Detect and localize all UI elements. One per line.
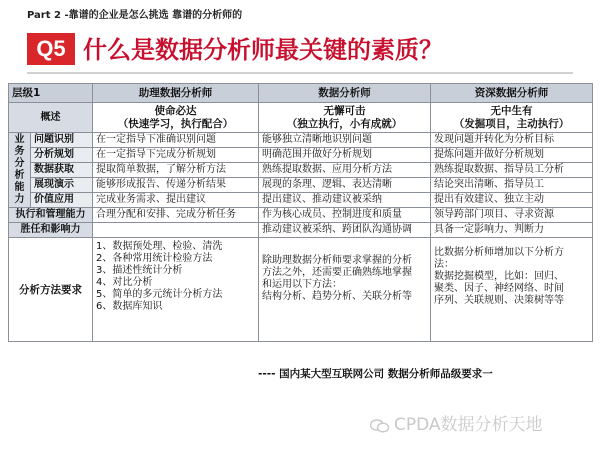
- row-label-problem-identification: 问题识别: [31, 133, 93, 148]
- table-row: [9, 193, 593, 208]
- table-cell: 在一定指导下准确识别问题: [93, 133, 259, 148]
- source-note: ---- 国内某大型互联网公司 数据分析师品级要求一: [258, 368, 493, 380]
- table-row-methods: [9, 238, 593, 342]
- table-cell: 提炼问题并做好分析规划: [431, 148, 593, 163]
- title-divider: [27, 72, 573, 74]
- table-cell: 在一定指导下完成分析规划: [93, 148, 259, 163]
- overview-analyst: 无懈可击 （独立执行，小有成就）: [259, 103, 431, 133]
- methods-senior: 比数据分析师增加以下分析方 法： 数据挖掘模型，比如：回归、 聚类、因子、神经网络、时间 序列、关联规则、决策树等等: [431, 238, 593, 342]
- table-cell: 具备一定影响力、判断力: [431, 223, 593, 238]
- table-cell: 熟练提取数据、指导员工分析: [431, 163, 593, 178]
- header-senior-analyst: 资深数据分析师: [431, 84, 593, 103]
- table-row: [9, 163, 593, 178]
- table-cell: 推动建议被采纳、跨团队沟通协调: [259, 223, 431, 238]
- table-row-execution: [9, 208, 593, 223]
- table-cell: [93, 223, 259, 238]
- slide-title-bar: [27, 29, 573, 69]
- table-row: [9, 133, 593, 148]
- header-assistant-analyst: 助理数据分析师: [93, 84, 259, 103]
- table-cell: 能够独立清晰地识别问题: [259, 133, 431, 148]
- methods-analyst: 除助理数据分析师要求掌握的分析 方法之外，还需要正确熟练地掌握 和运用以下方法： 结构分析、趋势分析、关联分析等: [259, 238, 431, 342]
- table-cell: 结论突出清晰、指导员工: [431, 178, 593, 193]
- table-cell: 提出建议、推动建议被采纳: [259, 193, 431, 208]
- table-cell: 明确范围并做好分析规划: [259, 148, 431, 163]
- analyst-level-table: [8, 83, 593, 342]
- table-row-influence: [9, 223, 593, 238]
- methods-assistant: 1、数据预处理、检验、清洗 2、各种常用统计检验方法 3、描述性统计分析 4、对比分析 5、简单的多元统计分析方法 6、数据库知识: [93, 238, 259, 342]
- row-label-overview: 概述: [9, 103, 93, 133]
- header-level: 层级1: [9, 84, 93, 103]
- table-cell: 合理分配和安排、完成分析任务: [93, 208, 259, 223]
- table-cell: 完成业务需求、提出建议: [93, 193, 259, 208]
- table-row-overview: [9, 103, 593, 133]
- table-cell: 展现的条理、逻辑、表达清晰: [259, 178, 431, 193]
- overview-assistant: 使命必达 （快速学习，执行配合）: [93, 103, 259, 133]
- category-business-ability: 业务 分析 能力: [9, 133, 31, 208]
- overview-senior: 无中生有 （发掘项目，主动执行）: [431, 103, 593, 133]
- row-label-data-acquisition: 数据获取: [31, 163, 93, 178]
- table-cell: 作为核心成员、控制进度和质量: [259, 208, 431, 223]
- part-caption: Part 2 -靠谱的企业是怎么挑选 靠谱的分析师的: [27, 10, 243, 21]
- question-badge: Q5: [27, 33, 75, 65]
- watermark: [370, 410, 543, 435]
- wechat-icon: [370, 418, 390, 432]
- row-label-analysis-planning: 分析规划: [31, 148, 93, 163]
- table-row: [9, 178, 593, 193]
- table-cell: 领导跨部门项目、寻求资源: [431, 208, 593, 223]
- header-analyst: 数据分析师: [259, 84, 431, 103]
- table-cell: 提出有效建议、独立主动: [431, 193, 593, 208]
- table-cell: 提取简单数据，了解分析方法: [93, 163, 259, 178]
- row-label-influence: 胜任和影响力: [9, 223, 93, 238]
- row-label-presentation: 展现演示: [31, 178, 93, 193]
- table-row: [9, 148, 593, 163]
- table-cell: 熟练提取数据、应用分析方法: [259, 163, 431, 178]
- table-cell: 发现问题并转化为分析目标: [431, 133, 593, 148]
- table-header-row: [9, 84, 593, 103]
- row-label-execution-management: 执行和管理能力: [9, 208, 93, 223]
- watermark-text: CPDA数据分析天地: [394, 415, 543, 435]
- row-label-value-application: 价值应用: [31, 193, 93, 208]
- table-cell: 能够形成报告、传递分析结果: [93, 178, 259, 193]
- row-label-analysis-methods: 分析方法要求: [9, 238, 93, 342]
- slide-title: 什么是数据分析师最关键的素质？: [83, 36, 443, 64]
